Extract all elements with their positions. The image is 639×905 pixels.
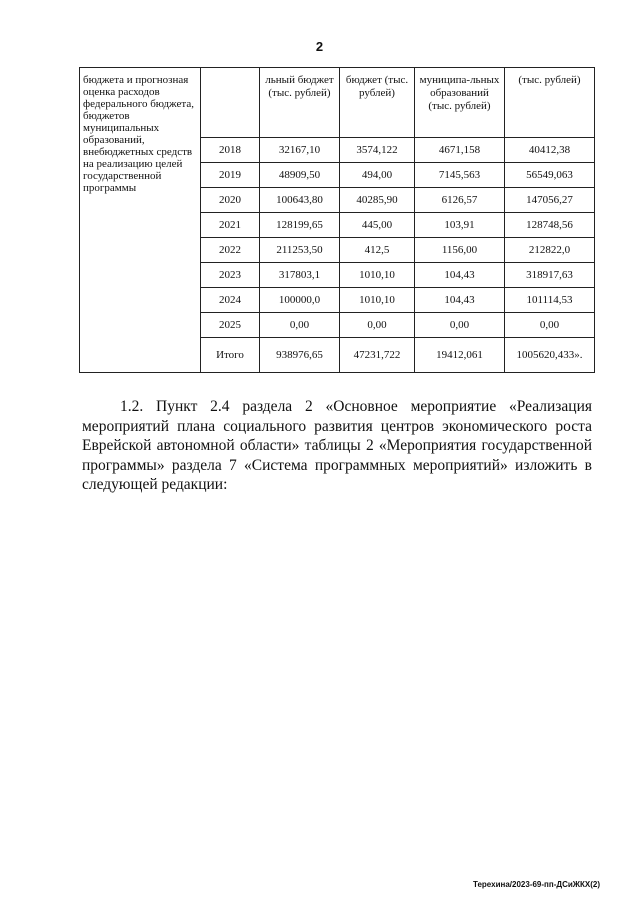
row-description: бюджета и прогнозная оценка расходов федерального бюджета, бюджетов муниципальных образований, внебюджетных средств на реализацию целей государственной программы [80, 68, 201, 373]
table-header-row [80, 68, 595, 138]
cell-total: 40412,38 [505, 138, 595, 163]
cell-total: 101114,53 [505, 288, 595, 313]
header-year [201, 68, 260, 138]
cell-regional: 100000,0 [260, 288, 340, 313]
cell-federal: 0,00 [340, 313, 415, 338]
cell-year: 2025 [201, 313, 260, 338]
cell-federal: 445,00 [340, 213, 415, 238]
cell-municipal: 7145,563 [415, 163, 505, 188]
cell-federal: 1010,10 [340, 263, 415, 288]
cell-regional: 128199,65 [260, 213, 340, 238]
header-federal-budget: бюджет (тыс. рублей) [340, 68, 415, 138]
cell-municipal: 4671,158 [415, 138, 505, 163]
cell-federal: 412,5 [340, 238, 415, 263]
cell-year: 2024 [201, 288, 260, 313]
cell-total: 0,00 [505, 313, 595, 338]
cell-total: 56549,063 [505, 163, 595, 188]
document-reference: Терехина/2023-69-пп-ДСиЖКХ(2) [472, 880, 600, 889]
cell-municipal: 6126,57 [415, 188, 505, 213]
cell-year: 2019 [201, 163, 260, 188]
cell-regional: 48909,50 [260, 163, 340, 188]
cell-regional: 100643,80 [260, 188, 340, 213]
cell-total: 318917,63 [505, 263, 595, 288]
header-municipal-budget: муниципа-льных образований (тыс. рублей) [415, 68, 505, 138]
cell-total: 147056,27 [505, 188, 595, 213]
cell-regional: 317803,1 [260, 263, 340, 288]
cell-regional: 32167,10 [260, 138, 340, 163]
amendment-paragraph: 1.2. Пункт 2.4 раздела 2 «Основное мероприятие «Реализация мероприятий плана социального развития центров экономического роста Еврейской автономной области» таблицы 2 «Мероприятия государственной программы» раздела 7 «Система программных мероприятий» изложить в следующей редакции: [82, 398, 592, 493]
cell-regional: 0,00 [260, 313, 340, 338]
cell-municipal: 19412,061 [415, 338, 505, 373]
cell-year: 2023 [201, 263, 260, 288]
cell-year: 2021 [201, 213, 260, 238]
cell-regional: 938976,65 [260, 338, 340, 373]
cell-municipal: 103,91 [415, 213, 505, 238]
cell-municipal: 104,43 [415, 288, 505, 313]
cell-year: 2022 [201, 238, 260, 263]
cell-year: 2018 [201, 138, 260, 163]
header-regional-budget: льный бюджет (тыс. рублей) [260, 68, 340, 138]
cell-total: 212822,0 [505, 238, 595, 263]
cell-municipal: 104,43 [415, 263, 505, 288]
cell-federal: 40285,90 [340, 188, 415, 213]
cell-federal: 3574,122 [340, 138, 415, 163]
header-total: (тыс. рублей) [505, 68, 595, 138]
page-number: 2 [315, 39, 324, 54]
cell-total-label: Итого [201, 338, 260, 373]
cell-year: 2020 [201, 188, 260, 213]
cell-federal: 47231,722 [340, 338, 415, 373]
cell-municipal: 0,00 [415, 313, 505, 338]
budget-table [79, 67, 595, 373]
cell-regional: 211253,50 [260, 238, 340, 263]
cell-municipal: 1156,00 [415, 238, 505, 263]
cell-federal: 494,00 [340, 163, 415, 188]
cell-total: 1005620,433». [505, 338, 595, 373]
cell-federal: 1010,10 [340, 288, 415, 313]
cell-total: 128748,56 [505, 213, 595, 238]
